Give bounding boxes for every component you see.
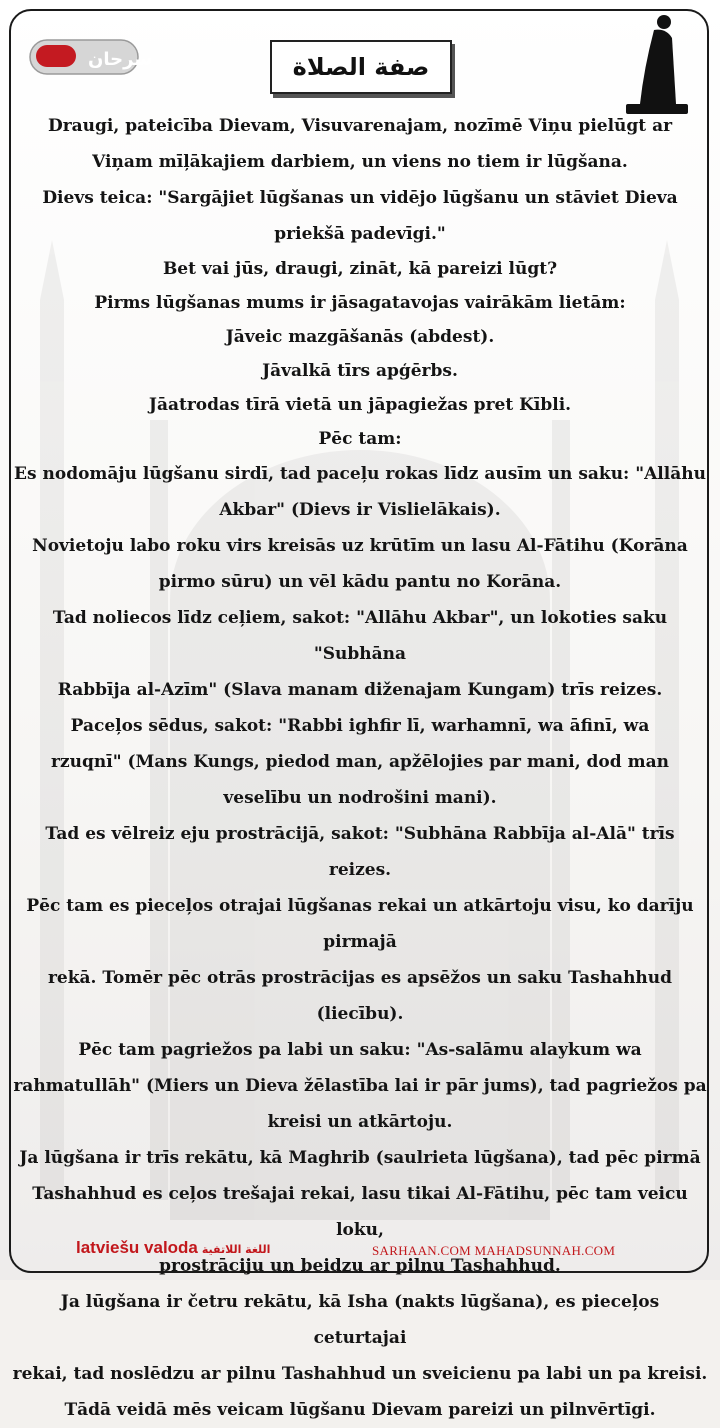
logo-text: سرحان (88, 49, 152, 70)
text-line: Ja lūgšana ir trīs rekātu, kā Maghrib (saulrieta lūgšana), tad pēc pirmā (19, 1148, 701, 1168)
paragraph (12, 252, 708, 286)
praying-person-icon (620, 8, 692, 118)
paragraph (12, 600, 708, 708)
paragraph (12, 1032, 708, 1140)
footer-language (76, 1238, 270, 1258)
paragraph (12, 1140, 708, 1284)
paragraph (12, 286, 708, 320)
text-line: Jāveic mazgāšanās (abdest). (225, 327, 495, 347)
paragraph (12, 108, 708, 180)
paragraph (12, 456, 708, 528)
text-line: Tādā veidā mēs veicam lūgšanu Dievam pareizi un pilnvērtīgi. (64, 1400, 656, 1420)
text-line: rzuqnī" (Mans Kungs, piedod man, apžēlojies par mani, dod man (51, 752, 669, 772)
article-body (12, 108, 708, 1428)
text-line: Jāatrodas tīrā vietā un jāpagiežas pret Kībli. (148, 395, 572, 415)
paragraph (12, 422, 708, 456)
text-line: Viņam mīļākajiem darbiem, un viens no tiem ir lūgšana. (92, 152, 628, 172)
paragraph (12, 388, 708, 422)
text-line: Draugi, pateicība Dievam, Visuvarenajam, nozīmē Viņu pielūgt ar (47, 116, 673, 136)
text-line: rekai, tad noslēdzu ar pilnu Tashahhud un sveicienu pa labi un pa kreisi. (12, 1364, 708, 1384)
text-line: Es nodomāju lūgšanu sirdī, tad paceļu rokas līdz ausīm un saku: "Allāhu (14, 464, 706, 484)
text-line: priekšā padevīgi." (274, 224, 446, 244)
text-line: rekā. Tomēr pēc otrās prostrācijas es apsēžos un saku Tashahhud (liecību). (47, 968, 673, 1024)
text-line: Akbar" (Dievs ir Vislielākais). (219, 500, 501, 520)
paragraph (12, 708, 708, 816)
text-line: prostrāciju un beidzu ar pilnu Tashahhud. (159, 1256, 561, 1276)
language-label: latviešu valoda (76, 1238, 198, 1257)
page-title: صفة الصلاة (270, 40, 452, 94)
text-line: kreisi un atkārtoju. (267, 1112, 453, 1132)
paragraph (12, 1392, 708, 1428)
paragraph (12, 1284, 708, 1392)
text-line: Ja lūgšana ir četru rekātu, kā Isha (nakts lūgšana), es pieceļos ceturtajai (60, 1292, 660, 1348)
text-line: veselību un nodrošini mani). (223, 788, 497, 808)
footer-sites: SARHAAN.COM MAHADSUNNAH.COM (372, 1243, 616, 1258)
paragraph (12, 180, 708, 252)
text-line: Pirms lūgšanas mums ir jāsagatavojas vairākām lietām: (94, 293, 626, 313)
text-line: Pēc tam pagriežos pa labi un saku: "As-salāmu alaykum wa (78, 1040, 642, 1060)
text-line: pirmo sūru) un vēl kādu pantu no Korāna. (158, 572, 562, 592)
text-line: Tad es vēlreiz eju prostrācijā, sakot: "Subhāna Rabbīja al-Alā" trīs reizes. (45, 824, 675, 880)
text-line: Pēc tam: (318, 429, 402, 449)
text-line: rahmatullāh" (Miers un Dieva žēlastība lai ir pār jums), tad pagriežos pa (13, 1076, 707, 1096)
text-line: Tashahhud es ceļos trešajai rekai, lasu tikai Al-Fātihu, pēc tam veicu loku, (32, 1184, 688, 1240)
sarhan-logo (28, 32, 152, 78)
text-line: Rabbīja al-Azīm" (Slava manam diženajam Kungam) trīs reizes. (57, 680, 663, 700)
paragraph (12, 816, 708, 888)
text-line: Pēc tam es pieceļos otrajai lūgšanas rekai un atkārtoju visu, ko darīju pirmajā (26, 896, 694, 952)
language-label-arabic: اللغة اللاتفية (201, 1243, 271, 1256)
text-line: Dievs teica: "Sargājiet lūgšanas un vidējo lūgšanu un stāviet Dieva (42, 188, 678, 208)
paragraph (12, 354, 708, 388)
text-line: Tad noliecos līdz ceļiem, sakot: "Allāhu Akbar", un lokoties saku "Subhāna (52, 608, 668, 664)
paragraph (12, 320, 708, 354)
text-line: Novietoju labo roku virs kreisās uz krūtīm un lasu Al-Fātihu (Korāna (32, 536, 688, 556)
paragraph (12, 528, 708, 600)
text-line: Jāvalkā tīrs apģērbs. (262, 361, 458, 381)
paragraph (12, 888, 708, 1032)
text-line: Bet vai jūs, draugi, zināt, kā pareizi lūgt? (162, 259, 558, 279)
text-line: Paceļos sēdus, sakot: "Rabbi ighfir lī, warhamnī, wa āfinī, wa (70, 716, 650, 736)
